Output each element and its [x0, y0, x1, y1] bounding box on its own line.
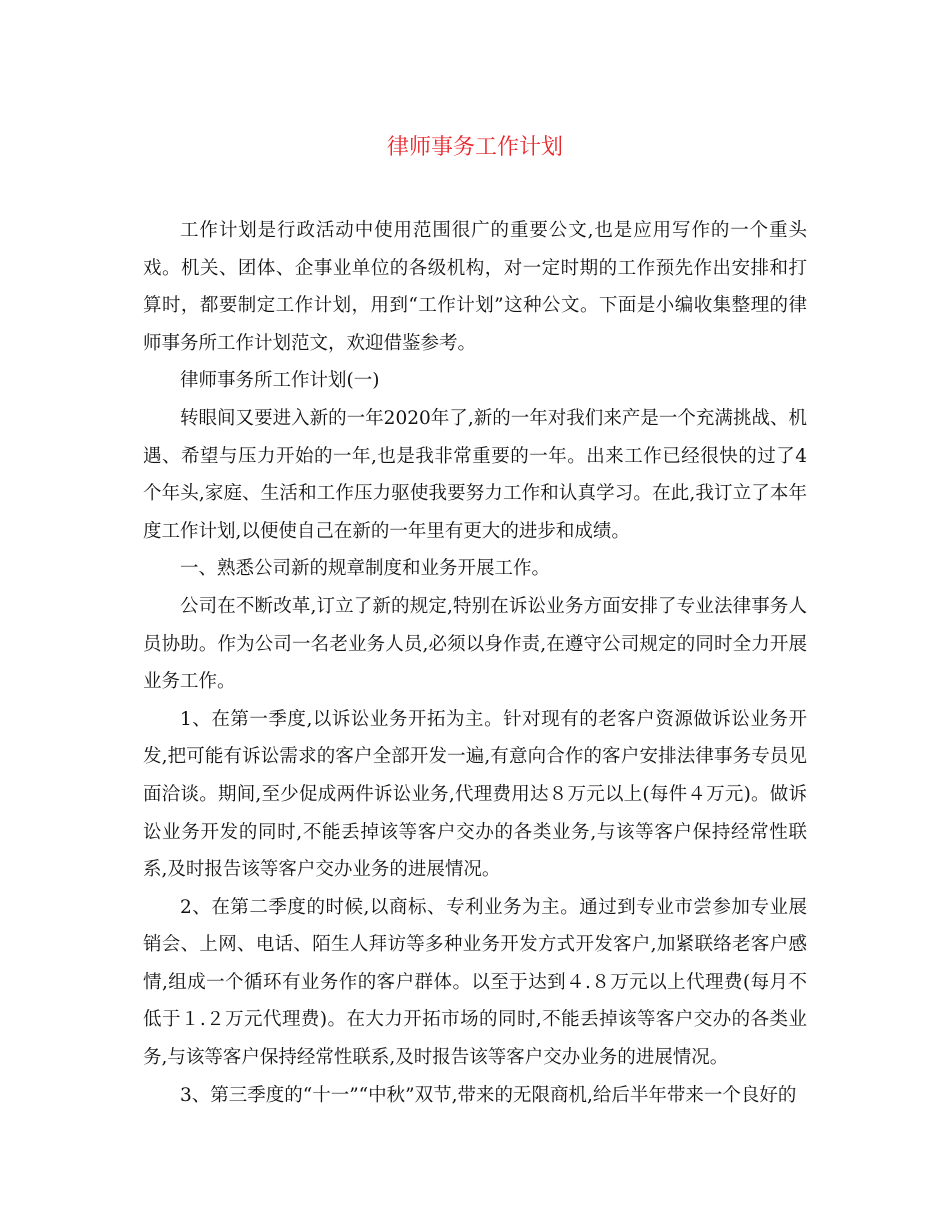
list-item-q2: 2、在第二季度的时候,以商标、专利业务为主。通过到专业市尝参加专业展销会、上网、电话、陌生人拜访等多种业务开发方式开发客户,加紧联络老客户感情,组成一个循环有业务作的客户群体。以至于达到４.８万元以上代理费(每月不低于１.２万元代理费)。在大力开拓市场的同时,不能丢掉该等客户交办的各类业务,与该等客户保持经常性联系,及时报告该等客户交办业务的进展情况。	[143, 896, 807, 1069]
body-paragraph: 公司在不断改革,订立了新的规定,特别在诉讼业务方面安排了专业法律事务人员协助。作为公司一名老业务人员,必须以身作责,在遵守公司规定的同时全力开展业务工作。	[143, 595, 807, 693]
document-title: 律师事务工作计划	[386, 135, 563, 160]
section-heading: 律师事务所工作计划(一)	[180, 370, 380, 392]
subsection-heading: 一、熟悉公司新的规章制度和业务开展工作。	[180, 558, 551, 580]
body-paragraph: 转眼间又要进入新的一年2020年了,新的一年对我们来产是一个充满挑战、机遇、希望与压力开始的一年,也是我非常重要的一年。出来工作已经很快的过了4个年头,家庭、生活和工作压力驱使我要努力工作和认真学习。在此,我订立了本年度工作计划,以便使自己在新的一年里有更大的进步和成绩。	[143, 407, 807, 542]
list-item-q3: 3、第三季度的“十一”“中秋”双节,带来的无限商机,给后半年带来一个良好的	[180, 1084, 797, 1106]
document-body	[143, 212, 807, 1114]
list-item-q1: 1、在第一季度,以诉讼业务开拓为主。针对现有的老客户资源做诉讼业务开发,把可能有诉讼需求的客户全部开发一遍,有意向合作的客户安排法律事务专员见面洽谈。期间,至少促成两件诉讼业务,代理费用达８万元以上(每件４万元)。做诉讼业务开发的同时,不能丢掉该等客户交办的各类业务,与该等客户保持经常性联系,及时报告该等客户交办业务的进展情况。	[143, 708, 807, 881]
intro-paragraph: 工作计划是行政活动中使用范围很广的重要公文,也是应用写作的一个重头戏。机关、团体、企事业单位的各级机构，对一定时期的工作预先作出安排和打算时，都要制定工作计划，用到“工作计划”这种公文。下面是小编收集整理的律师事务所工作计划范文，欢迎借鉴参考。	[143, 220, 807, 354]
